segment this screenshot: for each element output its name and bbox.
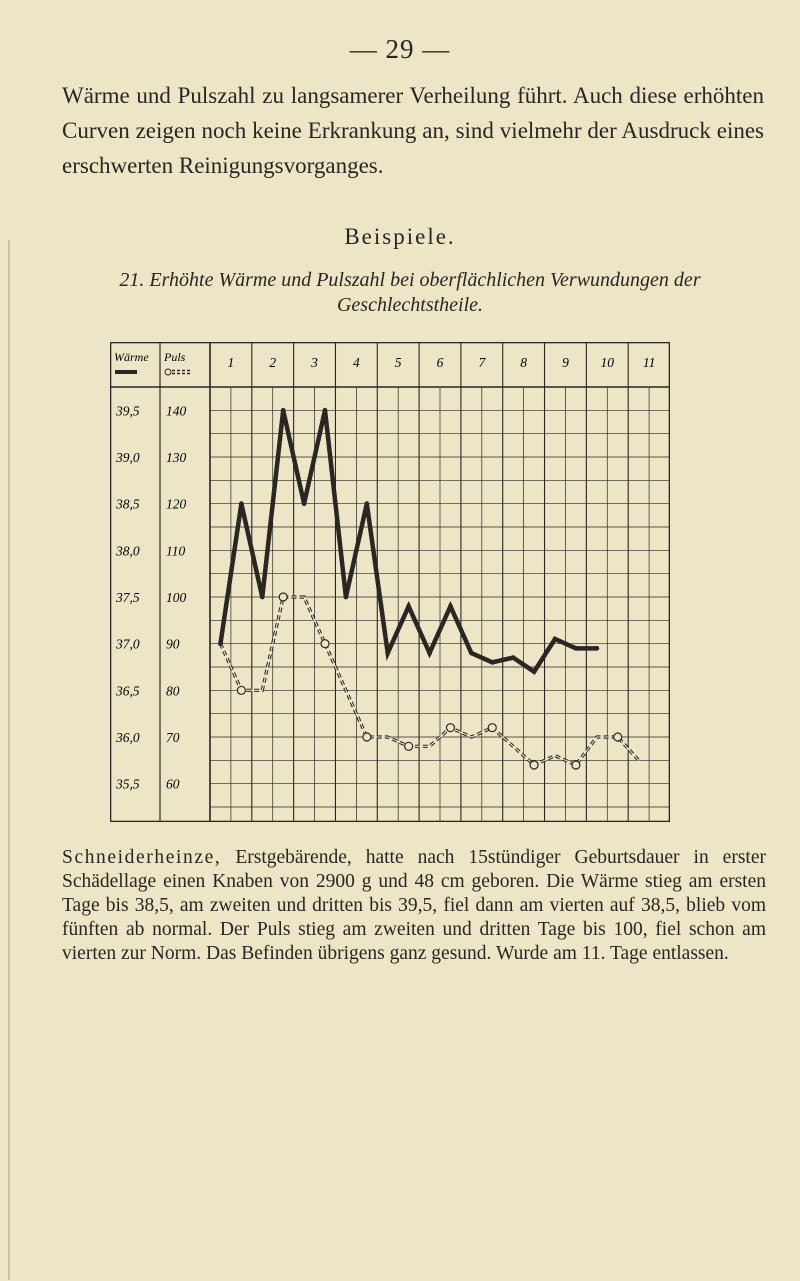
temperature-tick-label: 38,0 [116,543,140,559]
pulse-point [488,724,496,732]
temperature-tick-label: 39,0 [116,450,140,465]
temperature-legend-mark [115,370,137,374]
temperature-point [323,408,328,413]
temperature-tick-label: 38,5 [116,496,140,512]
temperature-point [469,651,474,656]
pulse-tick-label: 120 [166,496,187,512]
pulse-point [279,593,287,601]
temperature-point [490,660,495,665]
day-label-3: 3 [311,355,318,370]
temperature-point [385,651,390,656]
pulse-point [614,733,622,741]
temperature-point [364,501,369,506]
pulse-series-inner [220,597,638,765]
day-label-4: 4 [352,355,360,370]
temperature-point [218,641,223,646]
temperature-header: Wärme [114,350,149,364]
pulse-tick-label: 80 [166,683,180,699]
pulse-point [530,761,538,769]
scan-edge-line [8,240,10,1280]
day-label-11: 11 [642,355,656,370]
day-label-8: 8 [520,355,528,370]
day-label-7: 7 [478,355,486,370]
day-label-6: 6 [436,355,444,370]
day-label-5: 5 [394,355,402,370]
temperature-point [532,669,537,674]
section-heading: Beispiele. [344,224,456,249]
temperature-point [448,604,453,609]
case-body: Erstgebärende, hatte nach 15stündiger Geburtsdauer in erster Schädellage einen Knaben von 2900 g und 48 cm geboren. Die Wärme stieg am ersten Tage bis 38,5, am zweiten und dritten bis 39,5, fiel dann am vierten auf 38,5, blieb vom fünften ab normal. Der Puls stieg am zweiten und dritten Tage bis 100, fiel schon am vierten zur Norm. Das Befinden übrigens ganz gesund. Wurde am 11. Tage entlassen. [62,847,766,964]
pulse-legend-circle [165,369,171,375]
pulse-tick-label: 70 [166,730,180,745]
pulse-tick-label: 130 [166,450,187,465]
page-number: — 29 — [349,34,451,64]
temperature-series-line [220,410,596,671]
temperature-tick-label: 37,0 [116,636,140,652]
pulse-tick-label: 100 [166,590,187,605]
temperature-point [281,408,286,413]
pulse-point [446,724,454,732]
case-name: Schneiderheinze, [62,847,222,868]
temperature-tick-label: 36,5 [116,683,140,699]
figure-caption [60,268,760,318]
caption-text: Erhöhte Wärme und Pulszahl bei oberflächlichen Verwundungen der Geschlechtstheile. [149,269,701,316]
temperature-point [260,595,265,600]
pulse-point [363,733,371,741]
temperature-tick-label: 39,5 [116,403,140,419]
temperature-point [302,501,307,506]
intro-paragraph: Wärme und Pulszahl zu langsamerer Verheilung führt. Auch diese erhöhten Curven zeigen noch keine Erkrankung an, sind vielmehr der Ausdruck eines erschwerten Reinigungsvorganges. [62,83,764,178]
temperature-tick-label: 35,5 [116,776,140,792]
temperature-point [344,595,349,600]
temperature-point [511,655,516,660]
pulse-point [237,686,245,694]
pulse-tick-label: 60 [166,776,180,792]
pulse-tick-label: 110 [166,543,186,559]
temperature-point [553,637,558,642]
pulse-tick-label: 90 [166,636,180,652]
pulse-point [321,640,329,648]
pulse-point [405,742,413,750]
pulse-tick-label: 140 [166,403,187,419]
temperature-tick-label: 37,5 [116,590,140,605]
temperature-point [427,651,432,656]
day-label-9: 9 [562,355,569,370]
day-label-2: 2 [269,355,277,370]
temperature-tick-label: 36,0 [116,730,140,745]
pulse-point [572,761,580,769]
day-label-1: 1 [227,355,235,370]
pulse-header: Puls [164,350,186,364]
pulse-series-line [220,597,638,765]
temperature-point [239,501,244,506]
case-description [62,846,766,966]
temperature-point [594,646,599,651]
temperature-point [406,604,411,609]
caption-number: 21. [119,269,145,291]
temperature-pulse-chart [110,342,670,822]
temperature-point [574,646,579,651]
day-label-10: 10 [600,355,615,370]
